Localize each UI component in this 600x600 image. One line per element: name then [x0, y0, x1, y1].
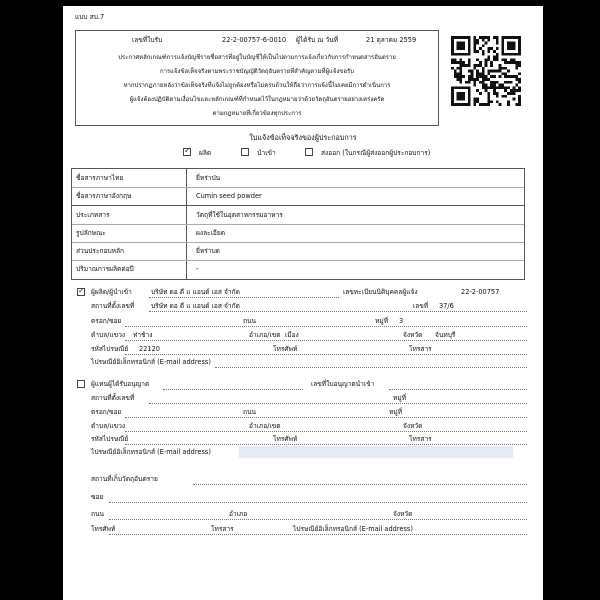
producer-fax-label: โทรสาร: [409, 345, 432, 353]
producer-id-label: เลขทะเบียนนิติบุคคลผู้แจ้ง: [343, 288, 418, 296]
english-name-value: Cumin seed powder: [196, 192, 262, 200]
storage-district-label: อำเภอ: [229, 510, 248, 518]
representative-email-field[interactable]: [239, 446, 513, 458]
representative-province-label: จังหวัด: [403, 422, 423, 430]
storage-fax-label: โทรสาร: [211, 525, 234, 533]
representative-subdistrict-label: ตำบล/แขวง: [91, 422, 126, 430]
producer-road-label: ถนน: [243, 317, 257, 325]
qr-code: [451, 36, 521, 106]
producer-postal-value: 22120: [139, 345, 160, 353]
producer-label: ผู้ผลิต/ผู้นำเข้า: [91, 288, 132, 296]
storage-soi-label: ซอย: [91, 493, 104, 501]
producer-district-label: อำเภอ/เขต: [249, 331, 281, 339]
activity-import-checkbox[interactable]: [241, 148, 249, 156]
form-value: ผงละเอียด: [196, 229, 226, 237]
notice-line-1: ประกาศหลักเกณฑ์การแจ้งบัญชีรายชื่อสารที่อยู่ในบัญชีให้เป็นไปตามการแจ้งเกี่ยวกับการกำหนดสารอันตราย: [118, 54, 396, 61]
component-value: ยี่หร่าบด: [196, 247, 220, 255]
thai-name-label: ชื่อสารภาษาไทย: [76, 174, 124, 182]
producer-province-label: จังหวัด: [403, 331, 423, 339]
producer-soi-label: ตรอก/ซอย: [91, 317, 122, 325]
representative-address-label: สถานที่ตั้งเลขที่: [91, 394, 135, 402]
representative-district-label: อำเภอ/เขต: [249, 422, 281, 430]
receipt-number: 22-2-00757-6-0010: [222, 36, 287, 44]
representative-soi-label: ตรอก/ซอย: [91, 408, 122, 416]
activity-produce-label: ผลิต: [199, 149, 212, 157]
form-code: แบบ สบ.7: [75, 13, 105, 21]
storage-road-label: ถนน: [91, 510, 105, 518]
form-title: ใบแจ้งข้อเท็จจริงของผู้ประกอบการ: [249, 133, 357, 142]
producer-address-value: บริษัท ดอ ตี แ แอนด์ เอส จำกัด: [151, 302, 240, 310]
producer-id-value: 22-2-00757: [461, 288, 500, 296]
producer-phone-label: โทรศัพท์: [273, 345, 298, 353]
quantity-label: ปริมาณการผลิตต่อปี: [76, 265, 134, 273]
producer-checkbox[interactable]: [77, 288, 85, 296]
producer-subdistrict-label: ตำบล/แขวง: [91, 331, 126, 339]
representative-fax-label: โทรสาร: [409, 435, 432, 443]
representative-postal-label: รหัสไปรษณีย์: [91, 435, 129, 443]
storage-phone-label: โทรศัพท์: [91, 525, 116, 533]
product-table: [71, 168, 525, 280]
storage-province-label: จังหวัด: [393, 510, 413, 518]
producer-moo-label: หมู่ที่: [375, 317, 389, 325]
representative-moo2-label: หมู่ที่: [389, 408, 403, 416]
receipt-notice-box: [75, 30, 439, 126]
storage-place-label: สถานที่เก็บวัตถุอันตราย: [91, 475, 158, 483]
producer-house-value: 37/6: [439, 302, 454, 310]
representative-email-label: ไปรษณีย์อิเล็กทรอนิกส์ (E-mail address): [91, 448, 211, 456]
notice-line-5: ตามกฎหมายที่เกี่ยวข้องทุกประการ: [212, 110, 302, 117]
producer-province-value: จันทบุรี: [435, 331, 456, 339]
activity-produce-checkbox[interactable]: [183, 148, 191, 156]
receipt-date-label: ผู้ได้รับ ณ วันที่: [296, 36, 339, 44]
component-label: ส่วนประกอบหลัก: [76, 247, 125, 255]
producer-address-label: สถานที่ตั้งเลขที่: [91, 302, 135, 310]
receipt-date: 21 ตุลาคม 2559: [366, 36, 417, 44]
producer-name: บริษัท ดอ ตี แ แอนด์ เอส จำกัด: [151, 288, 240, 296]
receipt-number-label: เลขที่ใบรับ: [132, 36, 163, 44]
producer-email-label: ไปรษณีย์อิเล็กทรอนิกส์ (E-mail address): [91, 358, 211, 366]
activity-export-label: ส่งออก (ในกรณีผู้ส่งออกผู้ประกอบการ): [321, 149, 431, 157]
form-page: [63, 6, 543, 600]
producer-moo-value: 3: [399, 317, 404, 325]
producer-district-value: เมือง: [285, 331, 299, 339]
representative-phone-label: โทรศัพท์: [273, 435, 298, 443]
english-name-label: ชื่อสารภาษาอังกฤษ: [76, 192, 132, 200]
thai-name-value: ยี่หร่าป่น: [196, 174, 221, 182]
type-label: ประเภทสาร: [76, 211, 110, 219]
representative-label: ผู้แทนผู้ได้รับอนุญาต: [91, 380, 150, 388]
type-value: วัตถุที่ใช้ในอุตสาหกรรมอาหาร: [196, 211, 283, 219]
notice-line-3: หากปรากฏภายหลังว่าข้อเท็จจริงที่แจ้งไม่ถูกต้องหรือไม่ครบถ้วนให้ถือว่าการแจ้งนี้ไม่เคยมีการดำเนินการ: [123, 82, 391, 89]
notice-line-4: ผู้แจ้งต้องปฏิบัติตามเงื่อนไขและหลักเกณฑ์ที่กำหนดไว้ในกฎหมายว่าด้วยวัตถุอันตรายอย่างเคร่งครัด: [129, 96, 385, 103]
producer-subdistrict-value: ท่าช้าง: [133, 331, 153, 339]
quantity-value: -: [196, 265, 199, 273]
producer-house-label: เลขที่: [413, 302, 429, 310]
activity-import-label: นำเข้า: [257, 149, 276, 157]
notice-line-2: การแจ้งข้อเท็จจริงตามพระราชบัญญัติวัตถุอันตรายที่สำคัญตามที่ผู้แจ้งขอรับ: [159, 68, 355, 75]
representative-road-label: ถนน: [243, 408, 257, 416]
storage-email-label: ไปรษณีย์อิเล็กทรอนิกส์ (E-mail address): [293, 525, 413, 533]
representative-checkbox[interactable]: [77, 380, 85, 388]
activity-export-checkbox[interactable]: [305, 148, 313, 156]
representative-id-label: เลขที่ใบอนุญาตนำเข้า: [311, 380, 375, 388]
representative-moo-label: หมู่ที่: [393, 394, 407, 402]
producer-postal-label: รหัสไปรษณีย์: [91, 345, 129, 353]
form-label: รูปลักษณะ: [76, 229, 106, 237]
